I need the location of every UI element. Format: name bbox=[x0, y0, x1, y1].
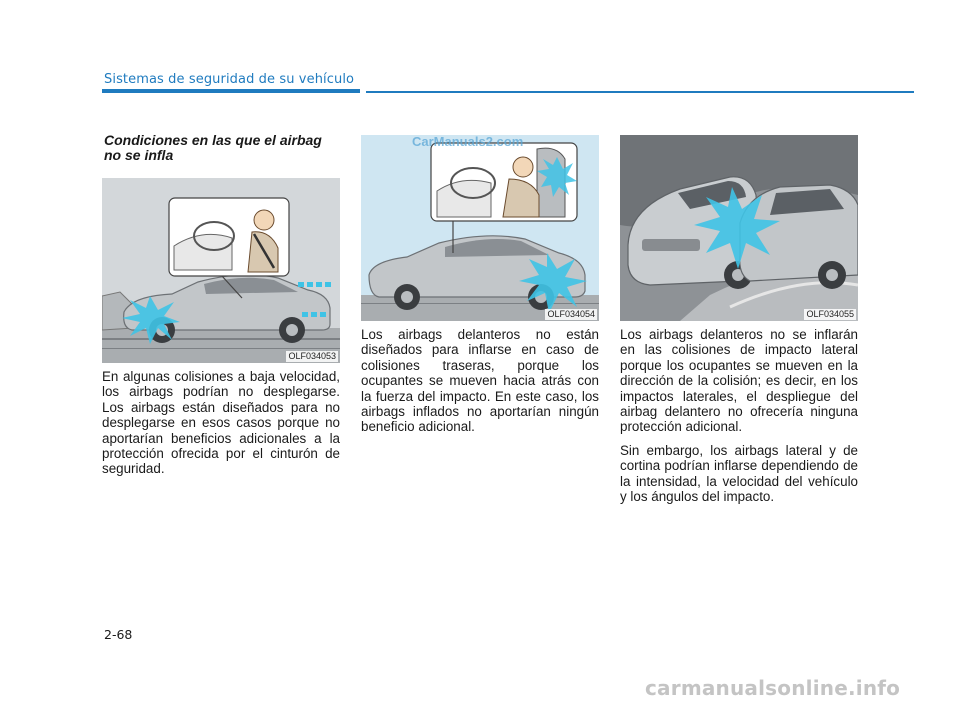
figure-code: OLF034055 bbox=[806, 309, 854, 319]
illustration-low-speed-collision bbox=[102, 178, 340, 363]
watermark-carmanuals2: CarManuals2.com bbox=[412, 135, 524, 149]
column-2-text bbox=[361, 327, 599, 443]
paragraph: Sin embargo, los airbags lateral y de cortina podrían inflarse dependiendo de la intensidad, la velocidad del vehículo y los ángulos del impacto. bbox=[620, 442, 858, 505]
section-heading: Condiciones en las que el airbag no se infla bbox=[104, 132, 322, 163]
column-1-text bbox=[102, 369, 340, 485]
header-rule-thick bbox=[102, 89, 360, 93]
page-header-title: Sistemas de seguridad de su vehículo bbox=[104, 72, 355, 87]
paragraph: Los airbags delanteros no están diseñados para inflarse en caso de colisiones traseras, porque los ocupantes se mueven hacia atrás con la fuerza del impacto. En este caso, los airbags inflados no aportarían ningún beneficio adicional. bbox=[361, 327, 599, 435]
watermark-carmanualsonline: carmanualsonline.info bbox=[645, 676, 901, 700]
figure-code: OLF034054 bbox=[547, 309, 595, 319]
header-rule-thin bbox=[366, 91, 914, 93]
paragraph: Los airbags delanteros no se inflarán en las colisiones de impacto lateral porque los ocupantes se mueven en la dirección de la colisión; es decir, en los impactos laterales, el despliegue del airbag delantero no ofrecería ninguna protección adicional. bbox=[620, 327, 858, 435]
illustration-rear-collision bbox=[361, 135, 599, 321]
figure-rear-collision bbox=[361, 135, 599, 321]
page-number: 2-68 bbox=[104, 627, 133, 642]
figure-code: OLF034053 bbox=[288, 351, 336, 361]
figure-low-speed-collision bbox=[102, 178, 340, 363]
figure-side-impact bbox=[620, 135, 858, 321]
column-3-text bbox=[620, 327, 858, 512]
illustration-side-impact bbox=[620, 135, 858, 321]
paragraph: En algunas colisiones a baja velocidad, los airbags podrían no desplegarse. Los airbags están diseñados para no desplegarse en esos casos porque no aportarían beneficios adicionales a la protección ofrecida por el cinturón de seguridad. bbox=[102, 369, 340, 477]
